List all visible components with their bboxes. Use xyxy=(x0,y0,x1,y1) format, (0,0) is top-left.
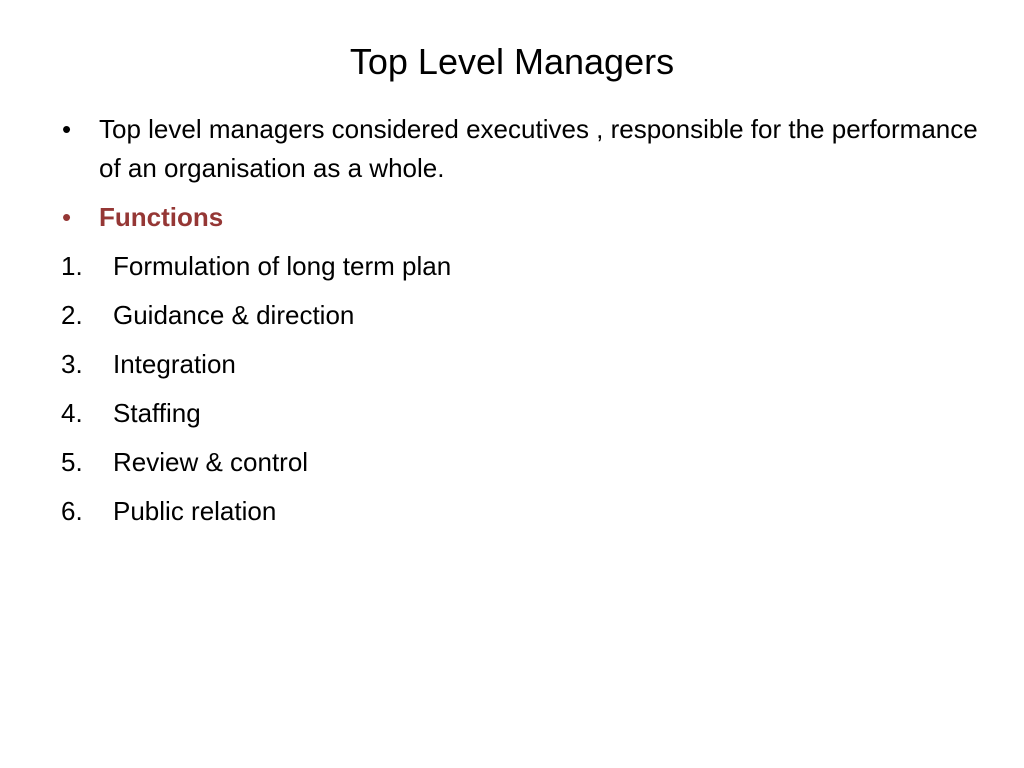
function-number: 5. xyxy=(61,447,83,477)
function-text: Formulation of long term plan xyxy=(113,251,452,281)
function-item xyxy=(52,247,982,286)
bullet-marker: • xyxy=(62,202,72,232)
function-number: 4. xyxy=(61,398,83,428)
function-item xyxy=(52,296,982,335)
function-number: 6. xyxy=(61,496,83,526)
function-item xyxy=(52,345,982,384)
bullet-text: Top level managers considered executives , responsible for the performance of an organisation as a whole. xyxy=(99,114,978,183)
slide-title: Top Level Managers xyxy=(349,41,675,82)
function-number: 2. xyxy=(61,300,83,330)
function-item xyxy=(52,394,982,433)
function-text: Public relation xyxy=(113,496,277,526)
functions-heading: Functions xyxy=(99,202,224,232)
function-number: 3. xyxy=(61,349,83,379)
function-item xyxy=(52,443,982,482)
slide-body xyxy=(52,110,982,541)
bullet-item-definition xyxy=(52,110,982,188)
function-text: Integration xyxy=(113,349,236,379)
bullet-item-functions-heading xyxy=(52,198,982,237)
function-text: Review & control xyxy=(113,447,309,477)
function-number: 1. xyxy=(61,251,83,281)
function-text: Guidance & direction xyxy=(113,300,355,330)
bullet-marker: • xyxy=(62,114,72,144)
function-item xyxy=(52,492,982,531)
function-text: Staffing xyxy=(113,398,201,428)
